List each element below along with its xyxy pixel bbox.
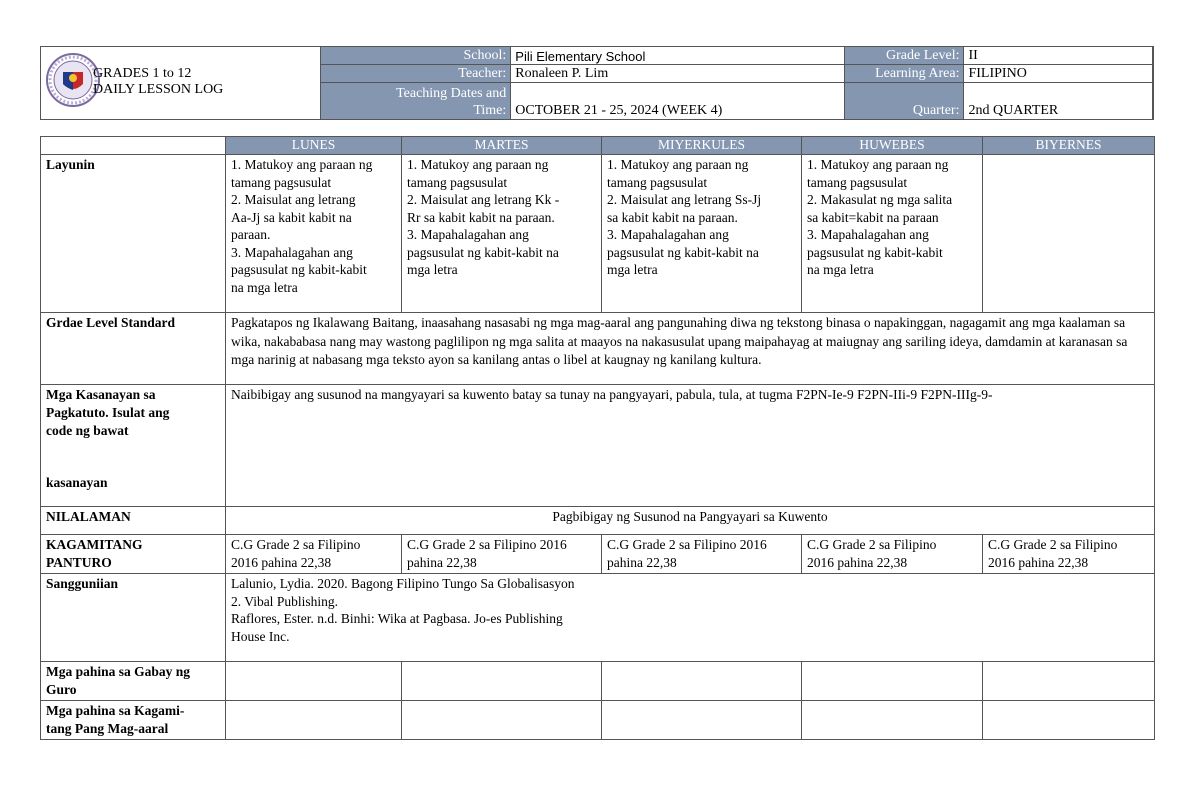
text-line: 3. Mapahalagahan ang xyxy=(807,227,929,242)
learning-area-label: Learning Area: xyxy=(844,65,964,83)
text-line: 1. Matukoy ang paraan ng xyxy=(407,157,549,172)
teaching-dates-label-line2: Time: xyxy=(473,103,507,118)
layunin-label: Layunin xyxy=(41,155,226,313)
layunin-biyernes xyxy=(983,155,1155,313)
kagamitang-mag-aaral-lunes xyxy=(226,701,402,740)
kagamitan-label-line2: PANTURO xyxy=(46,555,112,570)
learning-area-value: FILIPINO xyxy=(964,65,1153,83)
school-label: School: xyxy=(321,47,511,65)
kagamitan-row xyxy=(41,535,1155,574)
text-line: Lalunio, Lydia. 2020. Bagong Filipino Tungo Sa Globalisasyon xyxy=(231,576,575,591)
text-line: Aa-Jj sa kabit kabit na xyxy=(231,209,352,225)
text-line: Raflores, Ester. n.d. Binhi: Wika at Pagbasa. Jo-es Publishing xyxy=(231,611,563,626)
nilalaman-label: NILALAMAN xyxy=(41,507,226,535)
gabay-biyernes xyxy=(983,662,1155,701)
kagamitan-huwebes xyxy=(802,535,983,574)
text-line: pagsusulat ng kabit-kabit na xyxy=(607,244,759,260)
grade-level-standard-label: Grdae Level Standard xyxy=(41,313,226,385)
text-line: C.G Grade 2 sa Filipino xyxy=(807,537,937,552)
day-miyerkules: MIYERKULES xyxy=(602,137,802,155)
kasanayan-text: Naibibigay ang susunod na mangyayari sa kuwento batay sa tunay na pangyayari, pabula, tula, at tugma F2PN-Ie-9 F2PN-IIi-9 F2PN-IIIg-9- xyxy=(226,385,1155,507)
grade-level-standard-text: Pagkatapos ng Ikalawang Baitang, inaasahang nasasabi ng mga mag-aaral ang pangunahing diwa ng tekstong binasa o napakinggan, nagagamit ang mga kaalaman sa wika, nakababasa nang may wastong paglilipon ng mga salita at maayos na nakasusulat upang maipahayag at maiugnay ang sariling ideya, damdamin at karanasan sa mga narinig at nabasang mga teksto ayon sa kanilang antas o libel at kaugnay ng kanilang kultura. xyxy=(226,313,1155,385)
gabay-martes xyxy=(402,662,602,701)
sanggunian-label: Sangguniian xyxy=(41,574,226,662)
lesson-log-table xyxy=(40,136,1155,740)
corner-cell xyxy=(41,137,226,155)
layunin-huwebes xyxy=(802,155,983,313)
kagamitan-biyernes xyxy=(983,535,1155,574)
text-line: 1. Matukoy ang paraan ng xyxy=(607,157,749,172)
text-line: na mga letra xyxy=(807,262,874,277)
gabay-lunes xyxy=(226,662,402,701)
text-line: House Inc. xyxy=(231,628,290,644)
gabay-miyerkules xyxy=(602,662,802,701)
school-value: Pili Elementary School xyxy=(511,47,845,65)
kagamitang-mag-aaral-huwebes xyxy=(802,701,983,740)
text-line: tamang pagsusulat xyxy=(407,174,508,190)
info-table xyxy=(320,46,1153,120)
kagamitang-mag-aaral-label xyxy=(41,701,226,740)
text-line: C.G Grade 2 sa Filipino xyxy=(988,537,1118,552)
day-martes: MARTES xyxy=(402,137,602,155)
layunin-row xyxy=(41,155,1155,313)
text-line: mga letra xyxy=(607,262,658,277)
text-line: sa kabit=kabit na paraan xyxy=(807,209,939,225)
text-line: 2. Maisulat ang letrang Ss-Jj xyxy=(607,192,762,207)
text-line: 3. Mapahalagahan ang xyxy=(407,227,529,242)
teacher-label: Teacher: xyxy=(321,65,511,83)
kagamitan-martes xyxy=(402,535,602,574)
logo-area xyxy=(41,47,321,119)
days-header-row xyxy=(41,137,1155,155)
text-line: C.G Grade 2 sa Filipino 2016 xyxy=(607,537,767,552)
kagamitang-mag-aaral-miyerkules xyxy=(602,701,802,740)
day-huwebes: HUWEBES xyxy=(802,137,983,155)
text-line: 2. Maisulat ang letrang Kk - xyxy=(407,192,560,207)
teacher-value: Ronaleen P. Lim xyxy=(511,65,845,83)
kasanayan-label-line1: Mga Kasanayan sa xyxy=(46,387,156,402)
quarter-label: Quarter: xyxy=(844,83,964,120)
text-line: 3. Mapahalagahan ang xyxy=(231,244,353,260)
text-line: tamang pagsusulat xyxy=(807,174,908,190)
gabay-huwebes xyxy=(802,662,983,701)
text-line: sa kabit kabit na paraan. xyxy=(607,209,738,225)
text-line: tamang pagsusulat xyxy=(607,174,708,190)
nilalaman-text: Pagbibigay ng Susunod na Pangyayari sa Kuwento xyxy=(226,507,1155,535)
layunin-lunes xyxy=(226,155,402,313)
nilalaman-row xyxy=(41,507,1155,535)
header-box xyxy=(40,46,1154,120)
gabay-row xyxy=(41,662,1155,701)
kasanayan-label xyxy=(41,385,226,507)
kagamitan-label xyxy=(41,535,226,574)
text-line: pagsusulat ng kabit-kabit na xyxy=(407,244,559,260)
teaching-dates-label xyxy=(321,83,511,120)
text-line: 1. Matukoy ang paraan ng xyxy=(807,157,949,172)
text-line: C.G Grade 2 sa Filipino xyxy=(231,537,361,552)
text-line: pahina 22,38 xyxy=(607,554,677,570)
title-block xyxy=(93,66,223,98)
text-line: Rr sa kabit kabit na paraan. xyxy=(407,209,555,225)
text-line: 2. Makasulat ng mga salita xyxy=(807,192,953,207)
kagamitang-mag-aaral-row xyxy=(41,701,1155,740)
kasanayan-row xyxy=(41,385,1155,507)
kasanayan-label-line4: kasanayan xyxy=(46,475,108,490)
grade-level-label: Grade Level: xyxy=(844,47,964,65)
layunin-miyerkules xyxy=(602,155,802,313)
kagamitang-mag-aaral-biyernes xyxy=(983,701,1155,740)
grade-level-value: II xyxy=(964,47,1153,65)
text-line: pahina 22,38 xyxy=(407,554,477,570)
teaching-dates-label-line1: Teaching Dates and xyxy=(396,86,507,101)
kagamitan-label-line1: KAGAMITANG xyxy=(46,537,143,552)
text-line: na mga letra xyxy=(231,279,298,295)
kagamitan-lunes xyxy=(226,535,402,574)
text-line: paraan. xyxy=(231,227,271,242)
grade-level-standard-row xyxy=(41,313,1155,385)
layunin-martes xyxy=(402,155,602,313)
title-daily-lesson-log: DAILY LESSON LOG xyxy=(93,82,224,97)
text-line: 2016 pahina 22,38 xyxy=(807,554,908,570)
text-line: pagsusulat ng kabit-kabit xyxy=(807,244,943,260)
text-line: C.G Grade 2 sa Filipino 2016 xyxy=(407,537,567,552)
title-grades: GRADES 1 to 12 xyxy=(93,66,192,81)
text-line: 2016 pahina 22,38 xyxy=(231,554,332,570)
text-line: pagsusulat ng kabit-kabit xyxy=(231,262,367,277)
text-line: mga letra xyxy=(407,262,458,277)
teaching-dates-value: OCTOBER 21 - 25, 2024 (WEEK 4) xyxy=(511,83,845,120)
text-line: 3. Mapahalagahan ang xyxy=(607,227,729,242)
gabay-label xyxy=(41,662,226,701)
text-line: tamang pagsusulat xyxy=(231,174,332,190)
quarter-value: 2nd QUARTER xyxy=(964,83,1153,120)
day-lunes: LUNES xyxy=(226,137,402,155)
kagamitang-mag-aaral-label-line2: tang Pang Mag-aaral xyxy=(46,721,169,736)
kagamitang-mag-aaral-martes xyxy=(402,701,602,740)
text-line: 2. Maisulat ang letrang xyxy=(231,192,356,207)
kagamitan-miyerkules xyxy=(602,535,802,574)
gabay-label-line2: Guro xyxy=(46,682,77,697)
gabay-label-line1: Mga pahina sa Gabay ng xyxy=(46,664,191,679)
sanggunian-row xyxy=(41,574,1155,662)
kasanayan-label-line3: code ng bawat xyxy=(46,423,129,438)
kasanayan-label-line2: Pagkatuto. Isulat ang xyxy=(46,405,170,420)
text-line: 1. Matukoy ang paraan ng xyxy=(231,157,373,172)
kagamitang-mag-aaral-label-line1: Mga pahina sa Kagami- xyxy=(46,703,185,718)
text-line: 2016 pahina 22,38 xyxy=(988,554,1089,570)
text-line: 2. Vibal Publishing. xyxy=(231,593,338,609)
sanggunian-text xyxy=(226,574,1155,662)
day-biyernes: BIYERNES xyxy=(983,137,1155,155)
